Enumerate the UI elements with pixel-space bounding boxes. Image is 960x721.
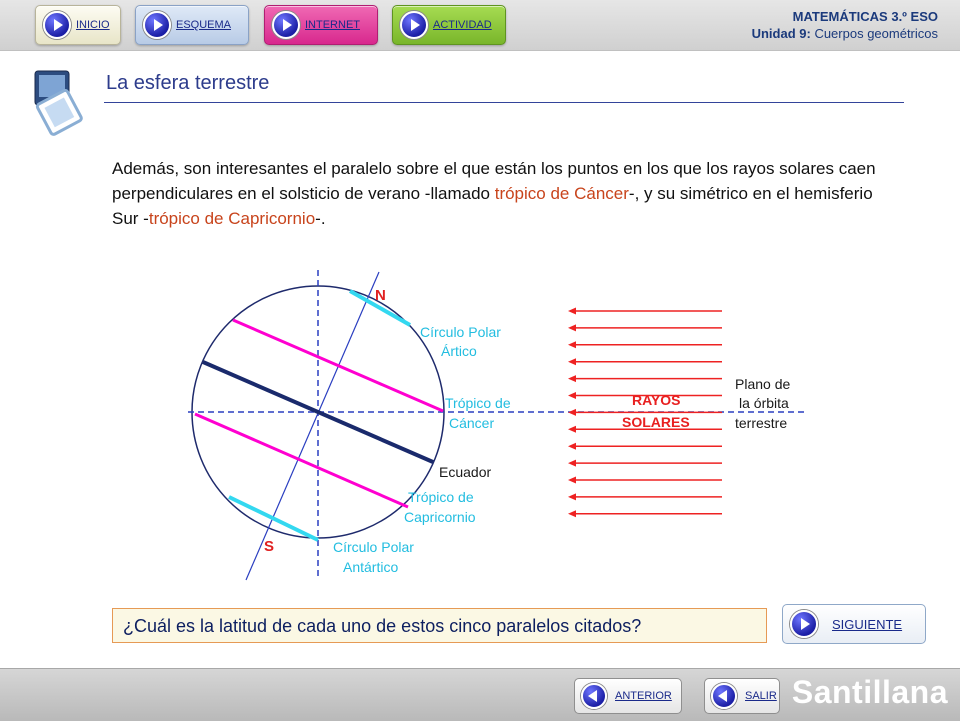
siguiente-label: SIGUIENTE — [832, 616, 903, 632]
unit-label: Unidad 9: — [751, 26, 811, 41]
sun-ray-arrowhead — [568, 510, 576, 517]
back-arrow-icon — [581, 683, 607, 709]
sun-ray-arrowhead — [568, 358, 576, 365]
sun-ray-arrowhead — [568, 443, 576, 450]
antarctic-circle-line — [229, 497, 318, 540]
equator-label: Ecuador — [439, 464, 492, 480]
sun-ray-arrowhead — [568, 493, 576, 500]
tropic-capricorn-line — [195, 414, 408, 507]
sun-ray-arrowhead — [568, 409, 576, 416]
rays-label-line1: RAYOS — [632, 392, 681, 408]
salir-label: SALIR — [745, 690, 777, 702]
north-label: N — [375, 287, 386, 304]
santillana-logo: Santillana — [791, 674, 948, 710]
cancer-label-line1: Trópico de — [445, 395, 511, 411]
arctic-label-line1: Círculo Polar — [420, 324, 501, 340]
paragraph-text: -. — [315, 209, 326, 228]
sun-rays — [568, 308, 722, 518]
siguiente-button[interactable] — [782, 604, 926, 644]
arctic-label-line2: Ártico — [441, 343, 477, 359]
paragraph-text: Además, son interesantes el paralelo sobre el que están los puntos en los que los rayos solares caen perpendiculares en el solsticio de verano -llamado — [112, 159, 876, 203]
tropic-cancer-term: trópico de Cáncer — [494, 184, 629, 203]
tropic-cancer-line — [233, 320, 443, 411]
sun-ray-arrowhead — [568, 375, 576, 382]
capricorn-label-line1: Trópico de — [408, 489, 474, 505]
rays-label-line2: SOLARES — [622, 414, 690, 430]
paragraph-text: -, y su simétrico en el hemisferio Sur - — [112, 184, 873, 228]
course-title: MATEMÁTICAS 3.º ESO — [792, 9, 938, 24]
cancer-label-line2: Cáncer — [449, 415, 495, 431]
esquema-label: ESQUEMA — [176, 19, 232, 31]
sun-ray-arrowhead — [568, 392, 576, 399]
orbit-label-line3: terrestre — [735, 415, 788, 431]
anterior-label: ANTERIOR — [615, 690, 672, 702]
sun-ray-arrowhead — [568, 308, 576, 315]
actividad-label: ACTIVIDAD — [433, 19, 492, 31]
antarctic-label-line1: Círculo Polar — [333, 539, 414, 555]
tropic-capricorn-term: trópico de Capricornio — [148, 209, 316, 228]
sun-ray-arrowhead — [568, 341, 576, 348]
back-arrow-icon — [711, 683, 737, 709]
play-icon — [790, 610, 818, 638]
south-label: S — [264, 538, 275, 555]
orbit-label-line1: Plano de — [735, 376, 791, 392]
sun-ray-arrowhead — [568, 460, 576, 467]
anterior-button[interactable] — [574, 678, 682, 714]
inicio-label: INICIO — [76, 19, 110, 31]
sun-ray-arrowhead — [568, 324, 576, 331]
orbit-label-line2: la órbita — [739, 395, 789, 411]
antarctic-label-line2: Antártico — [343, 559, 399, 575]
sun-ray-arrowhead — [568, 426, 576, 433]
page-title: La esfera terrestre — [106, 72, 270, 94]
sun-ray-arrowhead — [568, 477, 576, 484]
earth-rotation-axis — [246, 272, 379, 580]
internet-label: INTERNET — [305, 19, 360, 31]
question-box: ¿Cuál es la latitud de cada uno de estos cinco paralelos citados? — [112, 608, 767, 643]
capricorn-label-line2: Capricornio — [404, 509, 476, 525]
unit-name: Cuerpos geométricos — [810, 26, 938, 41]
salir-button[interactable] — [704, 678, 780, 714]
